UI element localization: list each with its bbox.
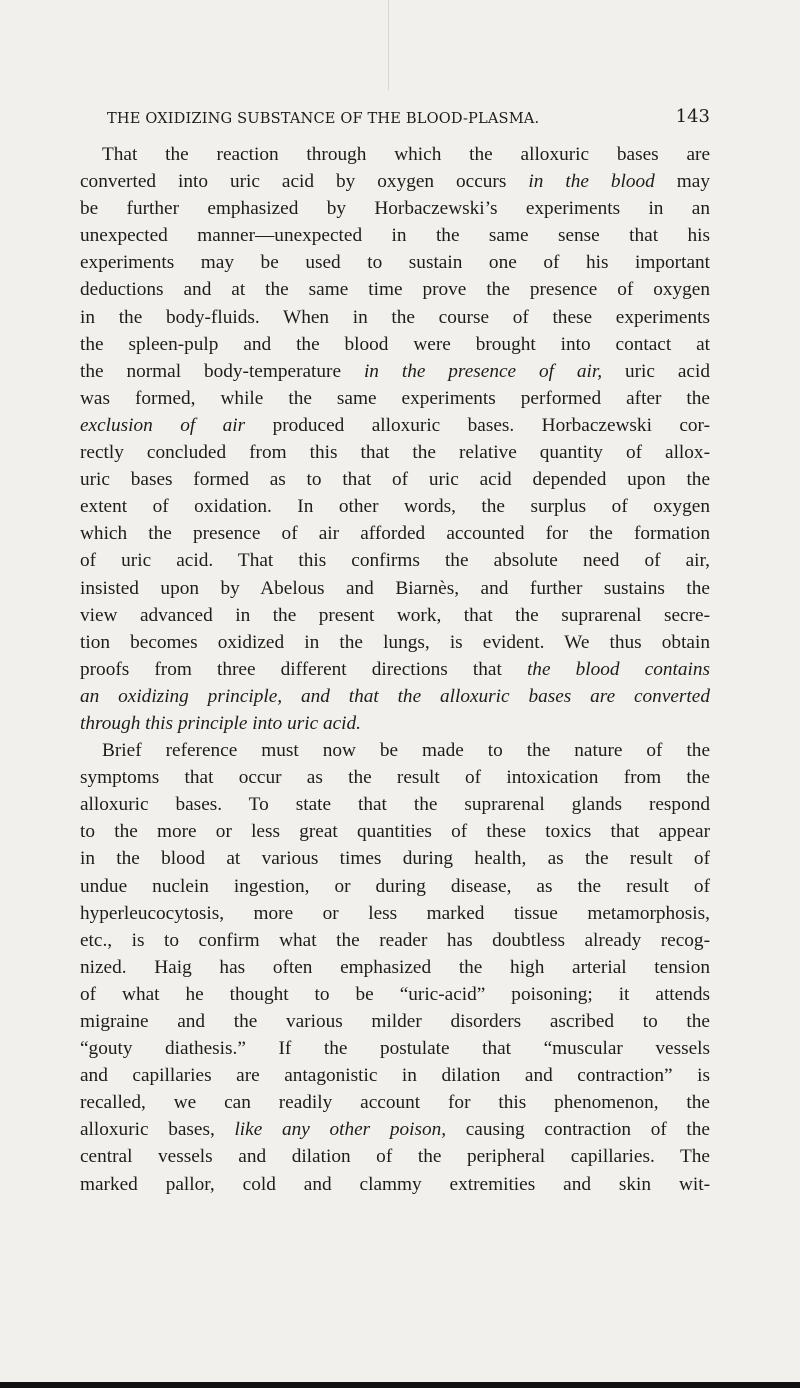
- text-line: That the reaction through which the alloxuric bases are: [102, 144, 710, 165]
- text-line: etc., is to confirm what the reader has doubtless already recog-: [80, 929, 710, 951]
- text-line: tion becomes oxidized in the lungs, is evident. We thus obtain: [80, 631, 710, 653]
- text-line: was formed, while the same experiments performed after the: [80, 387, 710, 409]
- text-line: in the body-fluids. When in the course of these experiments: [80, 306, 710, 328]
- text-line: migraine and the various milder disorders ascribed to the: [80, 1011, 710, 1032]
- text-line: which the presence of air afforded accounted for the formation: [80, 523, 710, 545]
- text-line: view advanced in the present work, that the suprarenal secre-: [80, 604, 710, 626]
- text-line: proofs from three different directions that the blood contains: [80, 658, 710, 680]
- text-line: and capillaries are antagonistic in dilation and contraction” is: [80, 1065, 710, 1087]
- text-line: deductions and at the same time prove the presence of oxygen: [80, 279, 710, 301]
- text-line: Brief reference must now be made to the nature of the: [102, 740, 710, 762]
- text-line: to the more or less great quantities of these toxics that appear: [80, 821, 710, 843]
- text-line: of uric acid. That this confirms the absolute need of air,: [80, 550, 710, 572]
- text-line: marked pallor, cold and clammy extremities and skin wit-: [80, 1173, 710, 1195]
- text-line: uric bases formed as to that of uric acid depended upon the: [80, 469, 710, 491]
- text-line: an oxidizing principle, and that the alloxuric bases are converted: [80, 685, 710, 707]
- text-line: alloxuric bases, like any other poison, causing contraction of the: [80, 1119, 710, 1141]
- text-line: experiments may be used to sustain one of his important: [80, 252, 710, 274]
- text-line: extent of oxidation. In other words, the surplus of oxygen: [80, 496, 710, 518]
- page-crease: [388, 0, 389, 90]
- running-title: THE OXIDIZING SUBSTANCE OF THE BLOOD-PLASMA.: [107, 110, 540, 127]
- text-line: be further emphasized by Horbaczewski’s experiments in an: [80, 198, 710, 220]
- text-line: exclusion of air produced alloxuric bases. Horbaczewski cor-: [80, 414, 711, 436]
- text-line: symptoms that occur as the result of intoxication from the: [80, 767, 710, 789]
- text-line: central vessels and dilation of the peripheral capillaries. The: [80, 1146, 710, 1168]
- running-head: [107, 106, 710, 134]
- text-line: “gouty diathesis.” If the postulate that “muscular vessels: [80, 1038, 710, 1060]
- text-line: the normal body-temperature in the presence of air, uric acid: [80, 360, 710, 382]
- text-line: unexpected manner—unexpected in the same sense that his: [80, 225, 710, 247]
- text-line: alloxuric bases. To state that the suprarenal glands respond: [80, 794, 710, 816]
- body-text: [80, 141, 710, 1198]
- bottom-edge: [0, 1382, 800, 1388]
- text-line: undue nuclein ingestion, or during disease, as the result of: [80, 875, 710, 897]
- text-line: recalled, we can readily account for this phenomenon, the: [80, 1092, 710, 1114]
- text-line: in the blood at various times during health, as the result of: [80, 848, 710, 870]
- text-line: through this principle into uric acid.: [80, 712, 361, 734]
- text-line: nized. Haig has often emphasized the high arterial tension: [80, 956, 710, 978]
- text-line: of what he thought to be “uric-acid” poisoning; it attends: [80, 983, 710, 1005]
- text-line: hyperleucocytosis, more or less marked tissue metamorphosis,: [80, 902, 710, 924]
- page-number: 143: [675, 106, 710, 127]
- text-line: rectly concluded from this that the relative quantity of allox-: [80, 442, 710, 464]
- text-line: insisted upon by Abelous and Biarnès, and further sustains the: [80, 577, 710, 599]
- text-line: converted into uric acid by oxygen occurs in the blood may: [80, 171, 710, 193]
- text-line: the spleen-pulp and the blood were brought into contact at: [80, 333, 710, 355]
